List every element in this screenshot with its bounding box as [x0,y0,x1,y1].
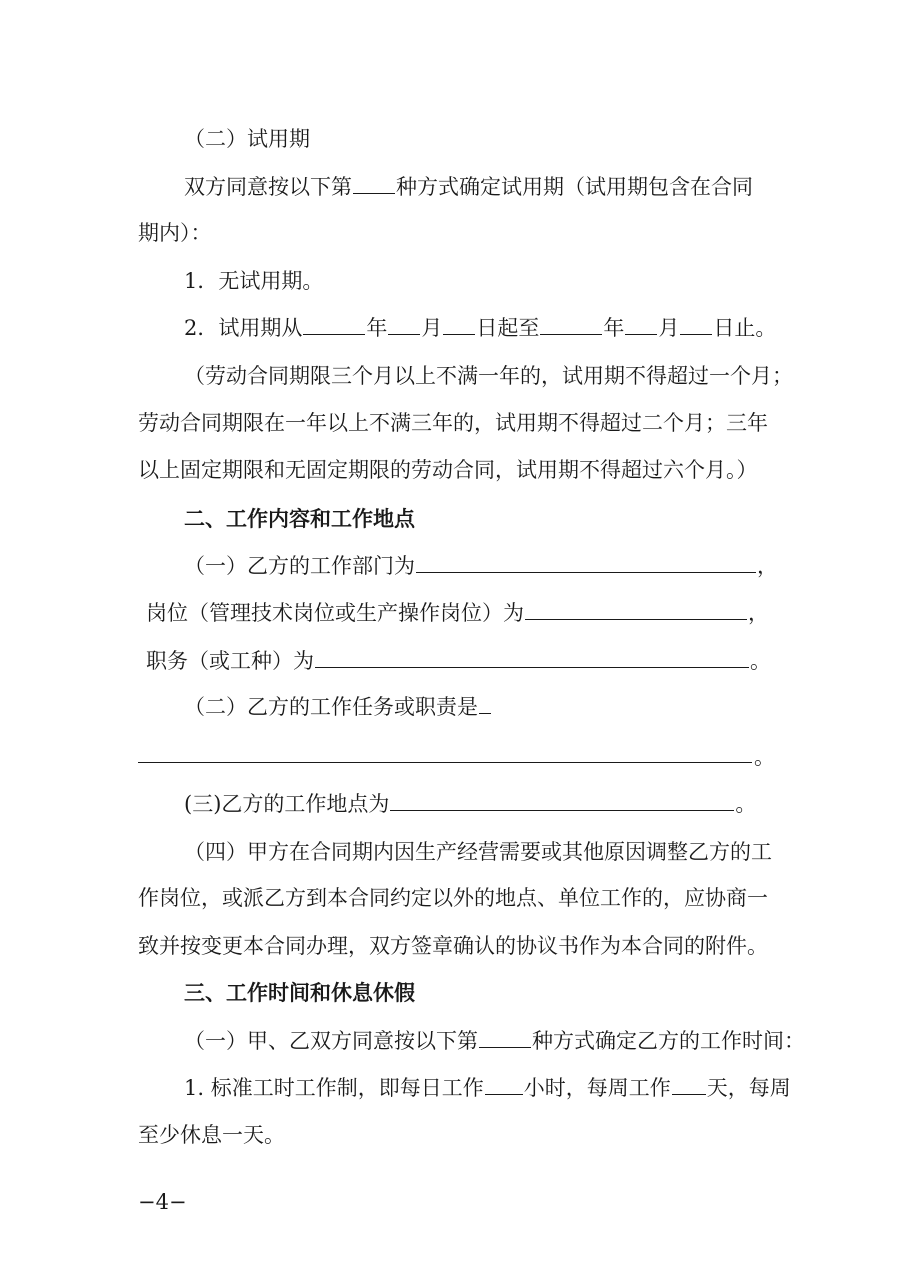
probation-option-1: 1．无试用期。 [184,269,324,293]
probation-method-blank [353,172,395,194]
position-line: 岗位（管理技术岗位或生产操作岗位）为 ， [146,598,769,628]
standard-hours-line: 1. 标准工时工作制，即每日工作 小时，每周工作 天，每周 [184,1073,791,1103]
task-line: （二）乙方的工作任务或职责是 [184,692,492,722]
adjust-line1: （四）甲方在合同期内因生产经营需要或其他原因调整乙方的工 [184,840,772,864]
section2-heading: 二、工作内容和工作地点 [184,507,415,531]
start-year-blank [303,313,365,335]
probation-intro-line2: 期内）： [138,221,212,245]
probation-heading: （二）试用期 [184,127,310,151]
probation-intro-line1: 双方同意按以下第 种方式确定试用期（试用期包含在合同 [184,172,753,202]
location-blank [390,789,734,811]
standard-hours-line2: 至少休息一天。 [138,1123,285,1147]
page-number: −4− [138,1190,187,1214]
duty-line: 职务（或工种）为 。 [146,646,771,676]
end-day-blank [680,313,712,335]
probation-option-2: 2．试用期从 年 月 日起至 年 月 日止。 [184,313,776,343]
adjust-line2: 作岗位，或派乙方到本合同约定以外的地点、单位工作的，应协商一 [138,886,768,910]
worktime-method-blank [479,1026,531,1048]
adjust-line3: 致并按变更本合同办理，双方签章确认的协议书作为本合同的附件。 [138,934,768,958]
dept-blank [416,551,756,573]
location-line: (三)乙方的工作地点为 。 [184,789,756,819]
start-month-blank [388,313,420,335]
position-blank [525,598,747,620]
hours-per-day-blank [485,1073,523,1095]
duty-blank [315,646,749,668]
probation-note-line2: 劳动合同期限在一年以上不满三年的，试用期不得超过二个月；三年 [138,411,768,435]
task-blank [138,762,752,763]
dept-line: （一）乙方的工作部门为 ， [184,551,778,581]
end-year-blank [540,313,602,335]
days-per-week-blank [672,1073,706,1095]
section3-heading: 三、工作时间和休息休假 [184,981,415,1005]
probation-note-line3: 以上固定期限和无固定期限的劳动合同，试用期不得超过六个月。） [138,458,758,482]
start-day-blank [443,313,475,335]
probation-note-line1: （劳动合同期限三个月以上不满一年的，试用期不得超过一个月； [184,364,793,388]
worktime-line: （一）甲、乙双方同意按以下第 种方式确定乙方的工作时间： [184,1026,805,1056]
task-blank-start [479,692,491,714]
end-month-blank [625,313,657,335]
task-period: 。 [754,745,775,769]
